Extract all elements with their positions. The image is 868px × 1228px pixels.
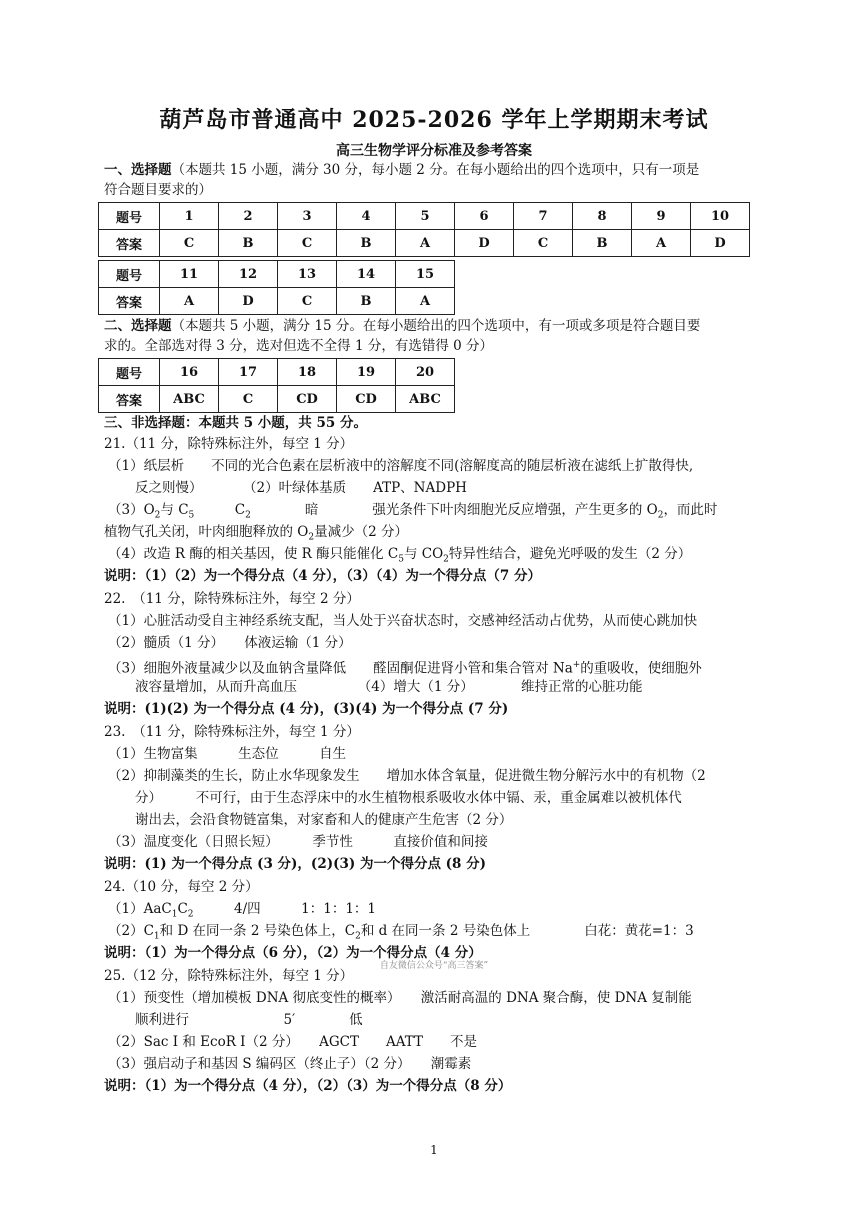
subscript: 5 [398,554,404,565]
subscript: 2 [154,510,161,521]
answer-value: D [455,230,514,257]
text-run: 与 C [160,502,189,518]
question-number: 12 [219,261,278,288]
subscript: 2 [187,909,194,920]
answer-value: B [337,230,396,257]
question-number: 14 [337,261,396,288]
answer-value: C [278,288,337,315]
subscript: 1 [153,931,160,942]
subscript: 2 [443,554,449,565]
section2-heading: 二、选择题 [104,318,172,334]
section3-heading: 三、非选择题：本题共 5 小题，共 55 分。 [104,415,367,431]
q23-answer-2b: 分） 不可行，由于生态浮床中的水生植物根系吸收水体中镉、汞，重金属难以被机体代 [135,790,682,806]
section2-intro [104,316,768,336]
text-run: （4）改造 R 酶的相关基因，使 R 酶只能催化 C [108,546,399,562]
text-run: （3）细胞外液量减少以及血钠含量降低 醛固酮促进肾小管和集合管对 Na [108,660,573,677]
watermark-footnote: 自友微信公众号“高三答案” [379,961,489,971]
answer-value: C [278,230,337,257]
q21-header: 21.（11 分，除特殊标注外，每空 1 分） [104,436,354,452]
text-run: 量减少（2 分） [314,524,408,540]
q22-answer-3b: 液容量增加，从而升高血压 （4）增大（1 分） 维持正常的心脏功能 [135,679,643,695]
q21-answer-1b: 反之则慢） （2）叶绿体基质 ATP、NADPH [135,480,467,496]
text-run: 和 D 在同一条 2 号染色体上，C [159,923,356,939]
q24-header: 24.（10 分，每空 2 分） [104,879,259,895]
q23-answer-2c: 谢出去，会沿食物链富集，对家畜和人的健康产生危害（2 分） [135,812,513,828]
answer-value: A [396,288,455,315]
text-run: C [177,901,188,917]
row-label-question: 题号 [99,359,160,386]
page-subtitle: 高三生物学评分标准及参考答案 [336,143,532,159]
subscript: 2 [245,510,251,521]
q21-answer-1a: （1）纸层析 不同的光合色素在层析液中的溶解度不同(溶解度高的随层析液在滤纸上扩散得快, [108,458,694,474]
subscript: 5 [188,510,195,521]
answer-value: B [337,288,396,315]
question-number: 2 [219,203,278,230]
table-row [99,261,455,288]
q23-header: 23. （11 分，除特殊标注外，每空 1 分） [104,724,360,740]
q23-answer-3: （3）温度变化（日照长短） 季节性 直接价值和间接 [108,834,488,850]
text-run: （3）O [108,502,155,518]
question-number: 16 [160,359,219,386]
text-run: （2）C [108,923,154,939]
question-number: 19 [337,359,396,386]
section1-heading: 一、选择题 [104,162,172,178]
answer-value: A [396,230,455,257]
answer-value: D [219,288,278,315]
answer-value: D [691,230,750,257]
question-number: 1 [160,203,219,230]
text-run: 4/四 1：1：1：1 [193,901,377,917]
subscript: 2 [657,510,664,521]
answer-value: C [160,230,219,257]
q25-answer-2: （2）Sac Ⅰ 和 EcoR Ⅰ（2 分） AGCT AATT 不是 [108,1034,478,1050]
question-number: 3 [278,203,337,230]
page-number: 1 [430,1143,438,1157]
q23-scoring-note: 说明：(1) 为一个得分点 (3 分)，(2)(3) 为一个得分点 (8 分) [104,856,487,872]
q25-scoring-note: 说明：（1）为一个得分点（4 分），（2）（3）为一个得分点（8 分） [104,1078,512,1094]
question-number: 13 [278,261,337,288]
answer-value: A [632,230,691,257]
section1-intro [104,160,768,180]
q22-answer-1: （1）心脏活动受自主神经系统支配，当人处于兴奋状态时，交感神经活动占优势，从而使心跳加快 [108,613,698,629]
answer-table-1 [98,202,750,257]
question-number: 18 [278,359,337,386]
text-run: 植物气孔关闭，叶肉细胞释放的 O [104,524,309,540]
q22-header: 22. （11 分，除特殊标注外，每空 2 分） [104,591,360,607]
page-title: 葫芦岛市普通高中 2025-2026 学年上学期期末考试 [159,107,709,133]
answer-value: C [514,230,573,257]
subscript: 2 [355,931,361,942]
answer-table-2 [98,260,455,315]
row-label-answer: 答案 [99,230,160,257]
q22-answer-3a [108,655,772,679]
table-row [99,359,455,386]
text-run: 与 CO [403,546,444,562]
text-run: 暗 强光条件下叶肉细胞光反应增强，产生更多的 O [250,502,658,518]
question-number: 11 [160,261,219,288]
q24-scoring-note: 说明：（1）为一个得分点（6 分），（2）为一个得分点（4 分） [104,945,482,961]
q21-scoring-note: 说明：（1）（2）为一个得分点（4 分），（3）（4）为一个得分点（7 分） [104,568,542,584]
answer-value: A [160,288,219,315]
superscript: + [572,660,581,670]
answer-value: CD [337,386,396,413]
question-number: 5 [396,203,455,230]
q25-answer-1a: （1）预变性（增加模板 DNA 彻底变性的概率） 激活耐高温的 DNA 聚合酶，使 DNA 复制能 [108,990,692,1006]
question-number: 20 [396,359,455,386]
row-label-question: 题号 [99,203,160,230]
row-label-question: 题号 [99,261,160,288]
question-number: 4 [337,203,396,230]
text-run: 和 d 在同一条 2 号染色体上 白花：黄花=1：3 [360,923,694,939]
text-run: C [194,502,246,518]
subscript: 1 [171,909,178,920]
answer-value: ABC [160,386,219,413]
text-run: 特异性结合，避免光呼吸的发生（2 分） [448,546,692,562]
q25-answer-3: （3）强启动子和基因 S 编码区（终止子）（2 分） 潮霉素 [108,1056,472,1072]
section2-desc: （本题共 5 小题，满分 15 分。在每小题给出的四个选项中，有一项或多项是符合题目要 [171,318,701,334]
answer-table-3 [98,358,455,413]
q23-answer-1: （1）生物富集 生态位 自生 [108,746,347,762]
text-run: （1）AaC [108,901,172,917]
answer-value: ABC [396,386,455,413]
question-number: 17 [219,359,278,386]
section1-desc2: 符合题目要求的） [104,182,212,198]
question-number: 7 [514,203,573,230]
section1-desc: （本题共 15 小题，满分 30 分，每小题 2 分。在每小题给出的四个选项中，只有一项是 [171,162,700,178]
table-row [99,288,455,315]
q23-answer-2a: （2）抑制藻类的生长，防止水华现象发生 增加水体含氧量，促进微生物分解污水中的有机物（2 [108,768,706,784]
answer-value: B [219,230,278,257]
question-number: 9 [632,203,691,230]
question-number: 15 [396,261,455,288]
row-label-answer: 答案 [99,288,160,315]
text-run: 的重吸收，使细胞外 [580,660,702,677]
answer-value: C [219,386,278,413]
table-row [99,230,750,257]
text-run: ，而此时 [663,502,718,518]
table-row [99,386,455,413]
q25-answer-1b: 顺利进行 5′ 低 [135,1012,363,1028]
answer-value: B [573,230,632,257]
row-label-answer: 答案 [99,386,160,413]
table-row [99,203,750,230]
section2-desc2: 求的。全部选对得 3 分，选对但选不全得 1 分，有选错得 0 分） [104,338,494,354]
question-number: 6 [455,203,514,230]
answer-value: CD [278,386,337,413]
question-number: 10 [691,203,750,230]
q25-header: 25.（12 分，除特殊标注外，每空 1 分） [104,968,354,984]
question-number: 8 [573,203,632,230]
q22-scoring-note: 说明：(1)(2) 为一个得分点 (4 分)，(3)(4) 为一个得分点 (7 分) [104,701,509,717]
subscript: 2 [308,532,315,543]
q22-answer-2: （2）髓质（1 分） 体液运输（1 分） [108,635,352,651]
